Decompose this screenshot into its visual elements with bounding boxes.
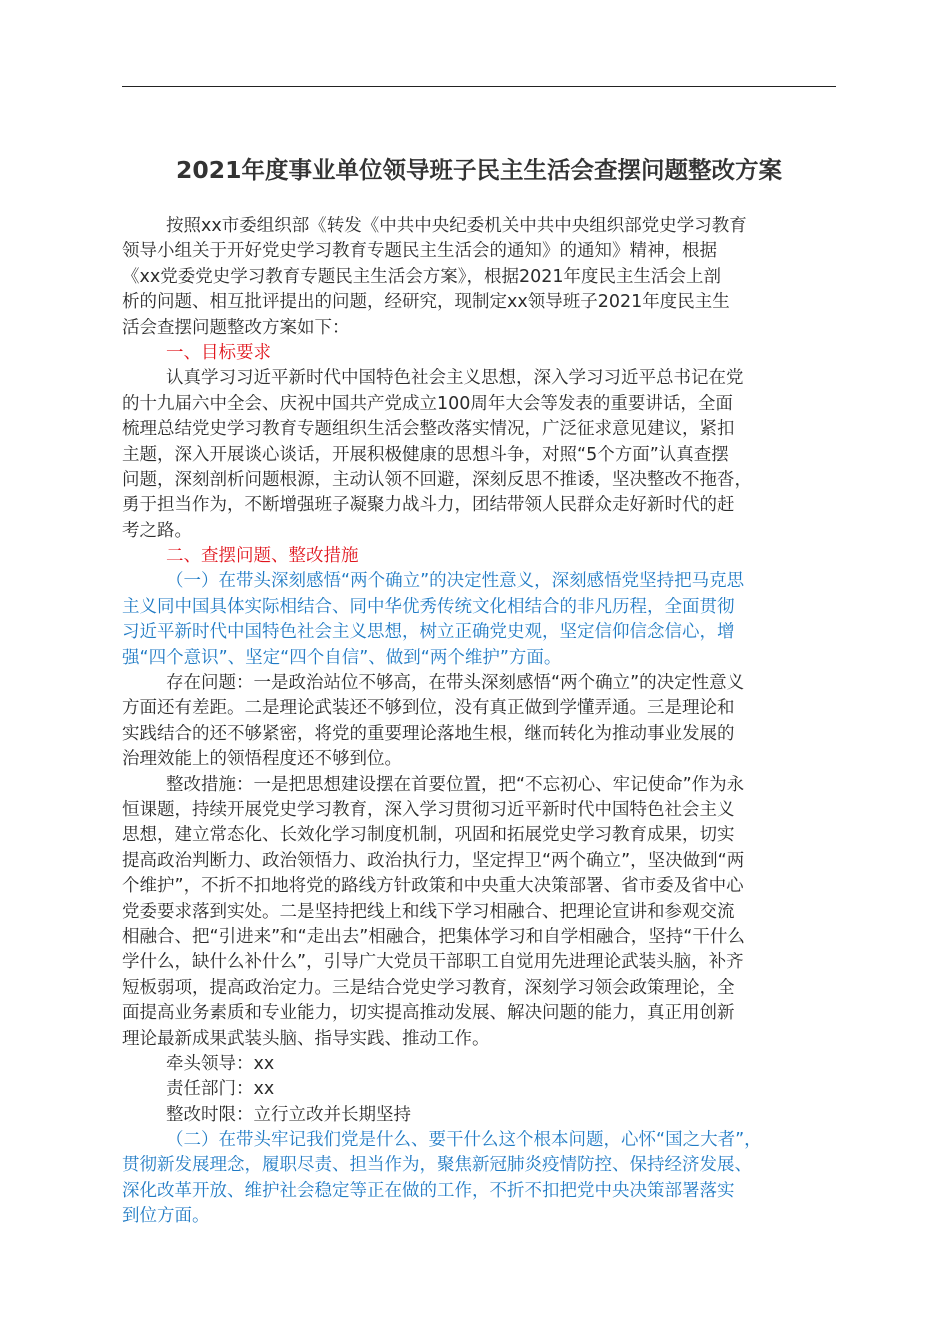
body-line: 牵头领导：xx <box>166 1053 275 1074</box>
subsection-heading-line: 强“四个意识”、坚定“四个自信”、做到“两个维护”方面。 <box>122 647 562 668</box>
body-line: 的十九届六中全会、庆祝中国共产党成立100周年大会等发表的重要讲话，全面 <box>122 393 733 414</box>
body-line: 短板弱项，提高政治定力。三是结合党史学习教育，深刻学习领会政策理论，全 <box>122 977 735 998</box>
subsection-heading-line: 主义同中国具体实际相结合、同中华优秀传统文化相结合的非凡历程，全面贯彻 <box>122 596 735 617</box>
body-line: 勇于担当作为，不断增强班子凝聚力战斗力，团结带领人民群众走好新时代的赶 <box>122 495 735 516</box>
body-line: 问题，深刻剖析问题根源，主动认领不回避，深刻反思不推诿，坚决整改不拖沓， <box>122 469 752 490</box>
body-line: 考之路。 <box>122 520 192 541</box>
document-body <box>122 214 836 1230</box>
body-line: 面提高业务素质和专业能力，切实提高推动发展、解决问题的能力，真正用创新 <box>122 1003 735 1024</box>
body-line: 主题，深入开展谈心谈话，开展积极健康的思想斗争，对照“5个方面”认真查摆 <box>122 444 729 465</box>
body-line: 思想，建立常态化、长效化学习制度机制，巩固和拓展党史学习教育成果，切实 <box>122 825 735 846</box>
subsection-heading-line: （一）在带头深刻感悟“两个确立”的决定性意义，深刻感悟党坚持把马克思 <box>166 571 745 592</box>
body-line: 相融合、把“引进来”和“走出去”相融合，把集体学习和自学相融合，坚持“干什么 <box>122 926 745 947</box>
body-line: 认真学习习近平新时代中国特色社会主义思想，深入学习习近平总书记在党 <box>166 368 744 389</box>
header-rule <box>122 86 836 87</box>
body-line: 恒课题，持续开展党史学习教育，深入学习贯彻习近平新时代中国特色社会主义 <box>122 799 735 820</box>
body-line: 按照xx市委组织部《转发《中共中央纪委机关中共中央组织部党史学习教育 <box>166 216 747 236</box>
subsection-heading-line: 贯彻新发展理念，履职尽责、担当作为，聚焦新冠肺炎疫情防控、保持经济发展、 <box>122 1155 752 1176</box>
subsection-heading-line: （二）在带头牢记我们党是什么、要干什么这个根本问题，心怀“国之大者”， <box>166 1130 762 1151</box>
subsection-heading-line: 深化改革开放、维护社会稳定等正在做的工作，不折不扣把党中央决策部署落实 <box>122 1180 735 1201</box>
body-line: 整改措施：一是把思想建设摆在首要位置，把“不忘初心、牢记使命”作为永 <box>166 774 745 795</box>
body-line: 《xx党委党史学习教育专题民主生活会方案》，根据2021年度民主生活会上剖 <box>122 266 721 287</box>
section-heading-line: 二、查摆问题、整改措施 <box>166 546 359 567</box>
body-line: 实践结合的还不够紧密，将党的重要理论落地生根，继而转化为推动事业发展的 <box>122 723 735 744</box>
body-line: 方面还有差距。二是理论武装还不够到位，没有真正做到学懂弄通。三是理论和 <box>122 698 735 719</box>
body-line: 学什么，缺什么补什么”，引导广大党员干部职工自觉用先进理论武装头脑，补齐 <box>122 952 744 973</box>
body-line: 责任部门：xx <box>166 1079 275 1100</box>
body-line: 党委要求落到实处。二是坚持把线上和线下学习相融合、把理论宣讲和参观交流 <box>122 901 735 922</box>
body-line: 梳理总结党史学习教育专题组织生活会整改落实情况，广泛征求意见建议，紧扣 <box>122 419 735 440</box>
body-line: 治理效能上的领悟程度还不够到位。 <box>122 749 402 770</box>
body-line: 存在问题：一是政治站位不够高，在带头深刻感悟“两个确立”的决定性意义 <box>166 673 745 694</box>
body-line: 析的问题、相互批评提出的问题，经研究，现制定xx领导班子2021年度民主生 <box>122 292 730 313</box>
body-line: 整改时限：立行立改并长期坚持 <box>166 1104 411 1125</box>
body-line: 领导小组关于开好党史学习教育专题民主生活会的通知》的通知》精神，根据 <box>122 241 717 262</box>
section-heading-line: 一、目标要求 <box>166 342 271 363</box>
body-line: 个维护”，不折不扣地将党的路线方针政策和中央重大决策部署、省市委及省中心 <box>122 876 744 897</box>
subsection-heading-line: 到位方面。 <box>122 1206 210 1227</box>
body-line: 活会查摆问题整改方案如下： <box>122 317 350 338</box>
body-line: 提高政治判断力、政治领悟力、政治执行力，坚定捍卫“两个确立”，坚决做到“两 <box>122 850 745 871</box>
body-line: 理论最新成果武装头脑、指导实践、推动工作。 <box>122 1028 490 1049</box>
document-title: 2021年度事业单位领导班子民主生活会查摆问题整改方案 <box>176 156 782 184</box>
subsection-heading-line: 习近平新时代中国特色社会主义思想，树立正确党史观，坚定信仰信念信心，增 <box>122 622 735 643</box>
